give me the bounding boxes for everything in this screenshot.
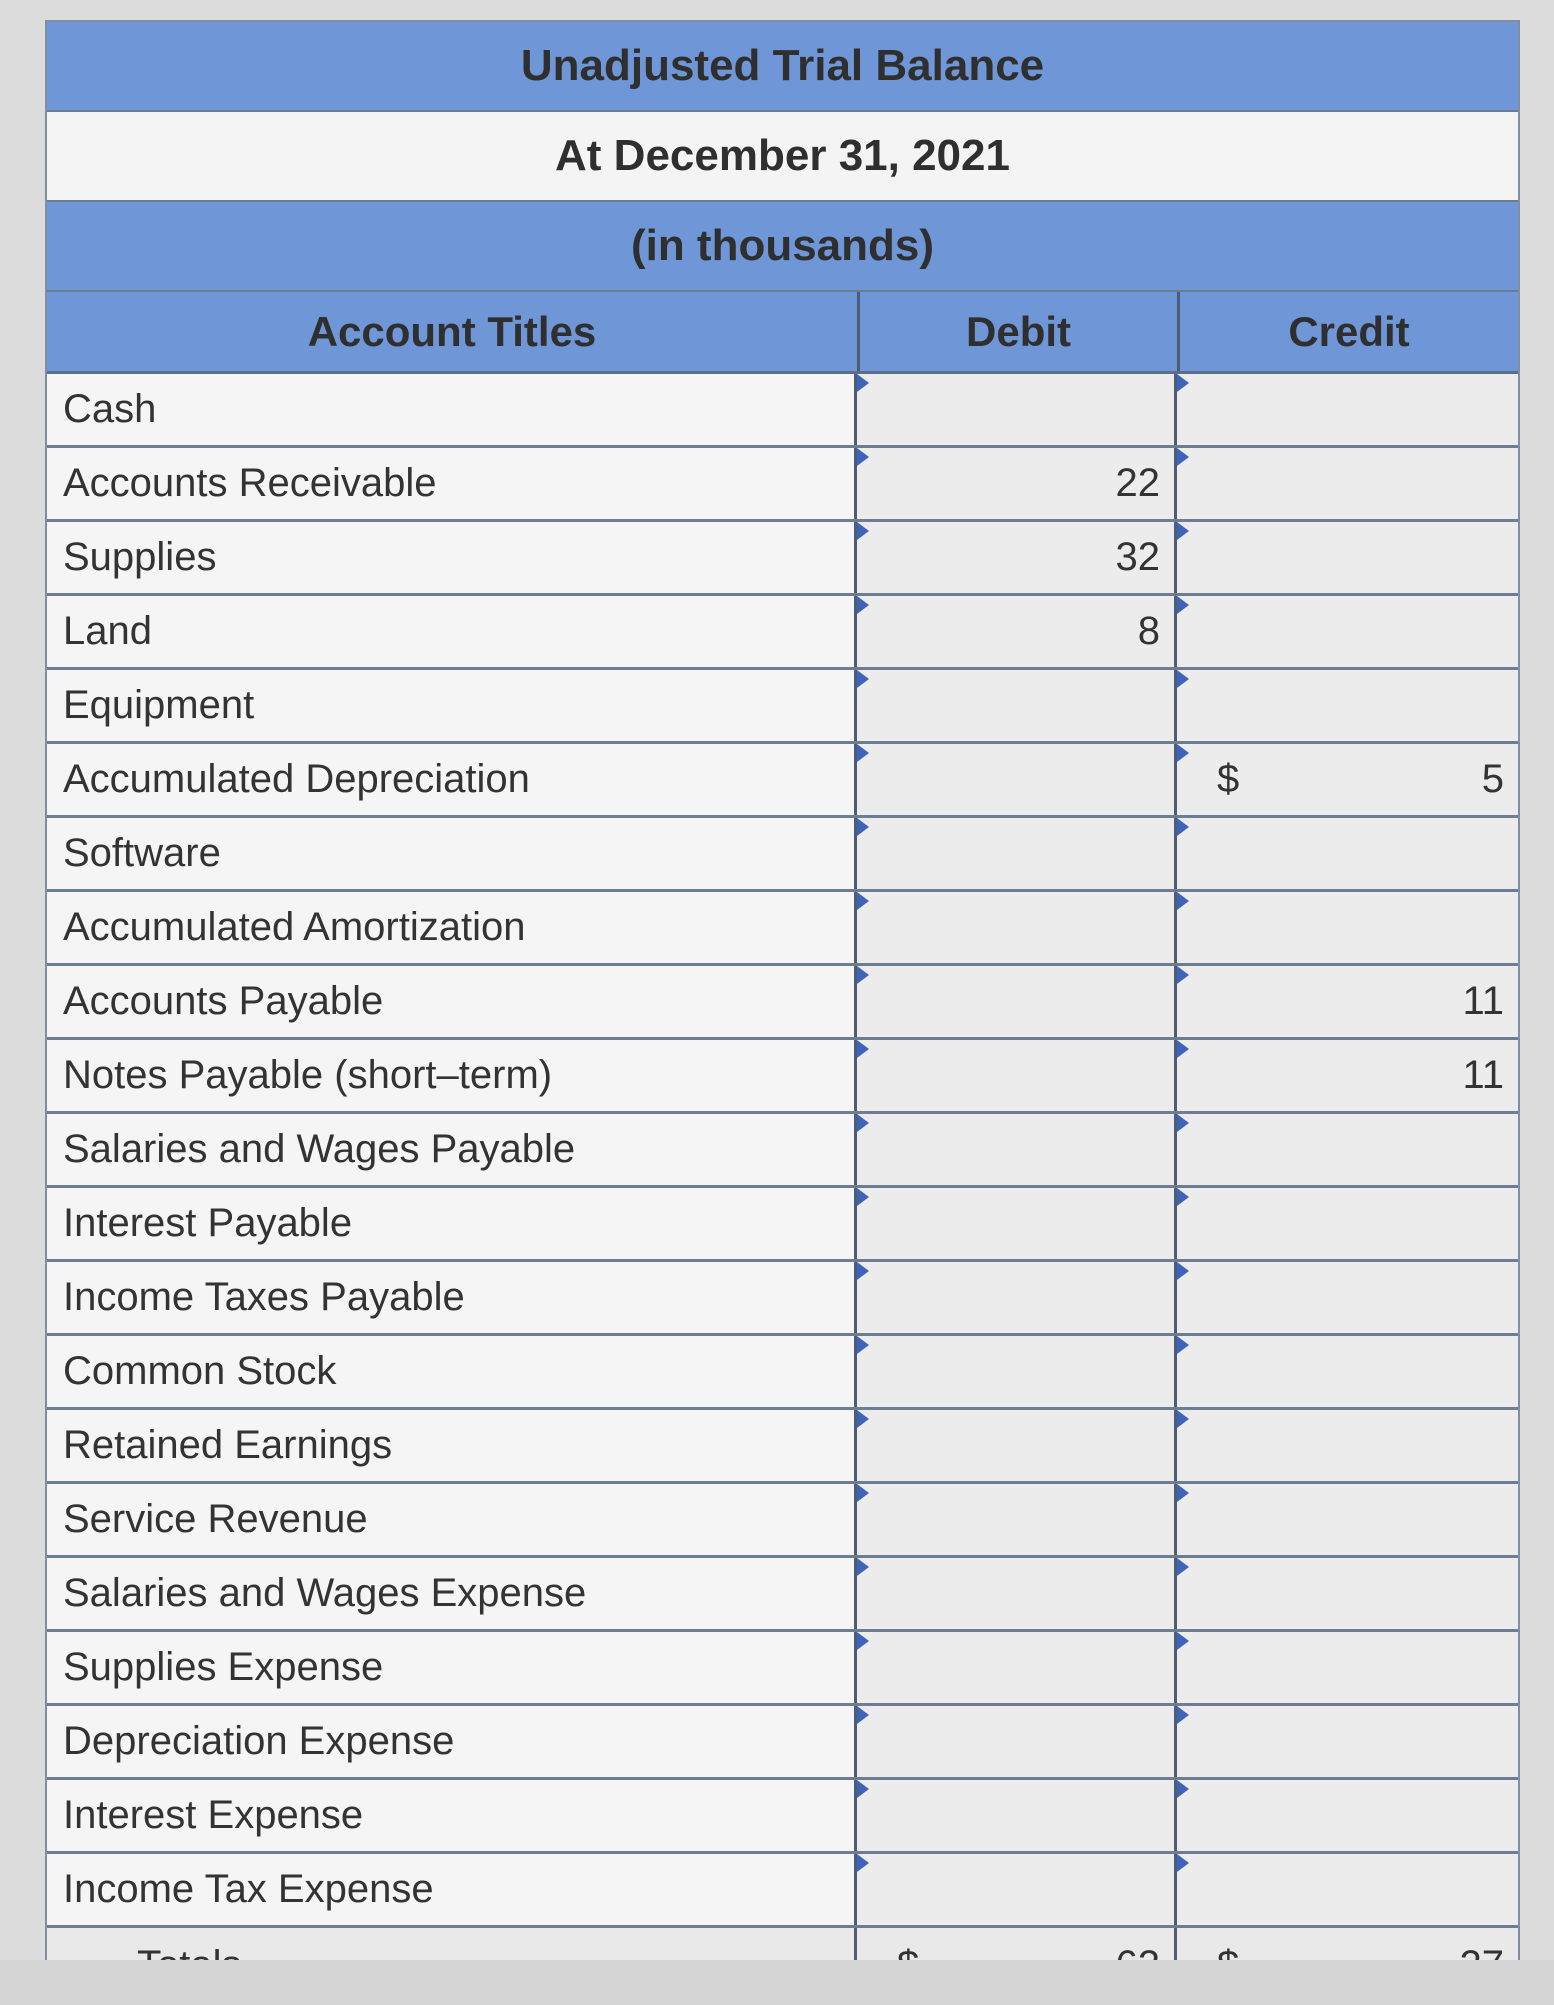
account-title: Supplies Expense	[47, 1632, 857, 1703]
account-title: Income Tax Expense	[47, 1854, 857, 1925]
credit-amount-field[interactable]	[1177, 1262, 1518, 1333]
account-row	[47, 374, 1518, 448]
account-row	[47, 1336, 1518, 1410]
debit-amount-field[interactable]	[857, 1336, 1177, 1407]
column-header-row	[47, 292, 1518, 374]
account-title: Interest Payable	[47, 1188, 857, 1259]
debit-amount-field[interactable]	[857, 448, 1177, 519]
credit-amount-field[interactable]	[1177, 1410, 1518, 1481]
debit-amount-field[interactable]	[857, 1040, 1177, 1111]
account-row	[47, 1558, 1518, 1632]
account-title: Supplies	[47, 522, 857, 593]
credit-amount-field[interactable]	[1177, 1854, 1518, 1925]
account-title: Accounts Payable	[47, 966, 857, 1037]
account-title: Interest Expense	[47, 1780, 857, 1851]
credit-amount-value: 11	[1462, 979, 1504, 1023]
credit-amount-field[interactable]	[1177, 448, 1518, 519]
credit-amount-field[interactable]	[1177, 1336, 1518, 1407]
account-title: Salaries and Wages Payable	[47, 1114, 857, 1185]
account-row	[47, 522, 1518, 596]
account-row	[47, 1114, 1518, 1188]
credit-amount-field[interactable]	[1177, 966, 1518, 1037]
debit-amount-field[interactable]	[857, 1632, 1177, 1703]
debit-amount-field[interactable]	[857, 818, 1177, 889]
credit-amount-field[interactable]	[1177, 1780, 1518, 1851]
account-row	[47, 1484, 1518, 1558]
account-title: Cash	[47, 374, 857, 445]
debit-amount-value: 32	[1115, 535, 1160, 579]
worksheet-date: At December 31, 2021	[47, 112, 1518, 202]
credit-amount-field[interactable]	[1177, 522, 1518, 593]
account-title: Depreciation Expense	[47, 1706, 857, 1777]
debit-amount-field[interactable]	[857, 1780, 1177, 1851]
debit-amount-field[interactable]	[857, 1410, 1177, 1481]
debit-amount-field[interactable]	[857, 1854, 1177, 1925]
worksheet-title: Unadjusted Trial Balance	[47, 22, 1518, 112]
account-rows	[47, 374, 1518, 1928]
account-row	[47, 1780, 1518, 1854]
account-row	[47, 1262, 1518, 1336]
worksheet-units: (in thousands)	[47, 202, 1518, 292]
credit-amount-field[interactable]	[1177, 374, 1518, 445]
debit-header: Debit	[857, 292, 1177, 371]
account-row	[47, 596, 1518, 670]
account-titles-header: Account Titles	[307, 307, 597, 355]
account-row	[47, 1706, 1518, 1780]
account-row	[47, 1854, 1518, 1928]
account-title: Service Revenue	[47, 1484, 857, 1555]
account-title: Software	[47, 818, 857, 889]
account-title: Accounts Receivable	[47, 448, 857, 519]
credit-amount-field[interactable]	[1177, 1484, 1518, 1555]
debit-amount-field[interactable]	[857, 966, 1177, 1037]
credit-amount-value: 5	[1481, 757, 1504, 801]
credit-amount-field[interactable]	[1177, 892, 1518, 963]
account-row	[47, 966, 1518, 1040]
account-title: Accumulated Amortization	[47, 892, 857, 963]
account-title: Notes Payable (short–term)	[47, 1040, 857, 1111]
credit-amount-field[interactable]	[1177, 744, 1518, 815]
debit-amount-field[interactable]	[857, 744, 1177, 815]
account-row	[47, 818, 1518, 892]
debit-amount-field[interactable]	[857, 1484, 1177, 1555]
debit-amount-field[interactable]	[857, 1114, 1177, 1185]
account-row	[47, 1410, 1518, 1484]
debit-amount-field[interactable]	[857, 374, 1177, 445]
account-title: Equipment	[47, 670, 857, 741]
debit-amount-value: 8	[1137, 609, 1160, 653]
credit-amount-field[interactable]	[1177, 596, 1518, 667]
credit-amount-value: 11	[1462, 1053, 1504, 1097]
account-title: Common Stock	[47, 1336, 857, 1407]
account-row	[47, 1040, 1518, 1114]
debit-amount-field[interactable]	[857, 1558, 1177, 1629]
trial-balance-worksheet	[45, 20, 1520, 2004]
debit-amount-field[interactable]	[857, 1262, 1177, 1333]
credit-amount-field[interactable]	[1177, 1558, 1518, 1629]
account-title: Land	[47, 596, 857, 667]
account-row	[47, 670, 1518, 744]
debit-amount-field[interactable]	[857, 670, 1177, 741]
debit-amount-field[interactable]	[857, 596, 1177, 667]
credit-amount-field[interactable]	[1177, 1040, 1518, 1111]
account-title: Accumulated Depreciation	[47, 744, 857, 815]
account-title: Salaries and Wages Expense	[47, 1558, 857, 1629]
account-title: Income Taxes Payable	[47, 1262, 857, 1333]
account-row	[47, 1632, 1518, 1706]
credit-amount-field[interactable]	[1177, 1114, 1518, 1185]
account-row	[47, 448, 1518, 522]
debit-amount-value: 22	[1115, 461, 1160, 505]
account-title: Retained Earnings	[47, 1410, 857, 1481]
credit-header: Credit	[1177, 292, 1518, 371]
credit-amount-field[interactable]	[1177, 1188, 1518, 1259]
credit-amount-field[interactable]	[1177, 670, 1518, 741]
screen-bottom-edge	[0, 1960, 1554, 2005]
account-row	[47, 744, 1518, 818]
credit-amount-field[interactable]	[1177, 818, 1518, 889]
debit-amount-field[interactable]	[857, 522, 1177, 593]
credit-amount-field[interactable]	[1177, 1706, 1518, 1777]
credit-dollar-sign: $	[1217, 757, 1240, 801]
debit-amount-field[interactable]	[857, 1706, 1177, 1777]
debit-amount-field[interactable]	[857, 892, 1177, 963]
credit-amount-field[interactable]	[1177, 1632, 1518, 1703]
account-row	[47, 1188, 1518, 1262]
account-row	[47, 892, 1518, 966]
debit-amount-field[interactable]	[857, 1188, 1177, 1259]
